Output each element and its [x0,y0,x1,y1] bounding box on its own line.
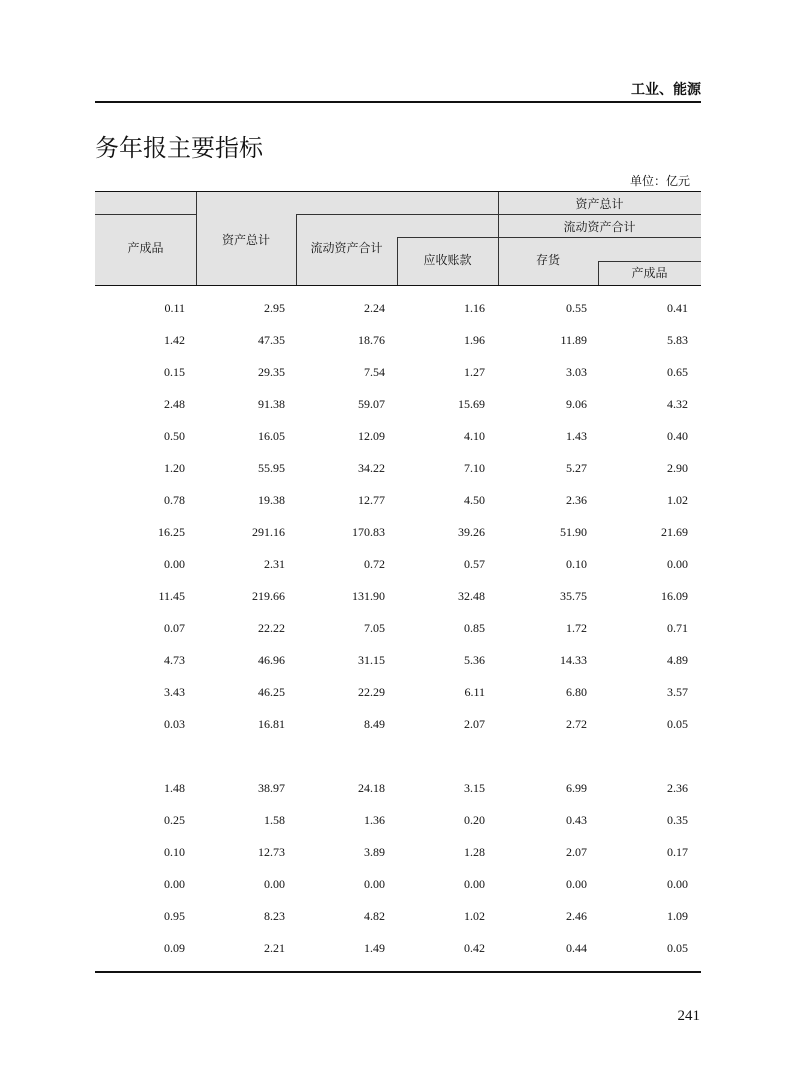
table-cell: 4.73 [164,653,185,667]
table-cell: 0.05 [667,717,688,731]
table-cell: 4.82 [364,909,385,923]
table-row [95,869,701,901]
table-cell: 0.50 [164,429,185,443]
table-cell: 2.21 [264,941,285,955]
table-row [95,517,701,549]
header-divider [598,261,701,262]
table-cell: 16.05 [258,429,285,443]
table-cell: 0.41 [667,301,688,315]
unit-label: 单位：亿元 [629,174,690,188]
table-cell: 6.11 [464,685,485,699]
table-cell: 91.38 [258,397,285,411]
table-cell: 2.95 [264,301,285,315]
table-cell: 2.72 [566,717,587,731]
table-cell: 3.03 [566,365,587,379]
table-cell: 0.43 [566,813,587,827]
header-divider [397,237,498,238]
page-number: 241 [677,1008,700,1024]
table-cell: 7.05 [364,621,385,635]
table-row [95,837,701,869]
table-cell: 0.03 [164,717,185,731]
table-cell: 2.07 [464,717,485,731]
table-cell: 22.29 [358,685,385,699]
table-cell: 19.38 [258,493,285,507]
table-cell: 1.49 [364,941,385,955]
header-divider [95,214,196,215]
table-cell: 0.09 [164,941,185,955]
table-cell: 8.49 [364,717,385,731]
table-cell: 5.27 [566,461,587,475]
table-cell: 2.24 [364,301,385,315]
table-cell: 35.75 [560,589,587,603]
table-cell: 32.48 [458,589,485,603]
table-cell: 0.10 [566,557,587,571]
table-cell: 31.15 [358,653,385,667]
table-row [95,357,701,389]
table-cell: 2.31 [264,557,285,571]
table-cell: 47.35 [258,333,285,347]
header-finished-goods: 产成品 [127,241,164,255]
table-cell: 1.96 [464,333,485,347]
table-cell: 0.00 [264,877,285,891]
header-inventory-finished-goods: 产成品 [631,266,668,280]
table-cell: 2.90 [667,461,688,475]
table-cell: 1.02 [464,909,485,923]
table-cell: 7.10 [464,461,485,475]
table-cell: 2.48 [164,397,185,411]
table-cell: 4.10 [464,429,485,443]
table-cell: 6.80 [566,685,587,699]
header-divider [498,214,701,215]
table-cell: 4.50 [464,493,485,507]
table-cell: 0.72 [364,557,385,571]
table-cell: 0.57 [464,557,485,571]
table-cell: 4.89 [667,653,688,667]
header-accounts-receivable: 应收账款 [423,253,472,267]
table-cell: 2.46 [566,909,587,923]
table-cell: 11.45 [158,589,185,603]
table-cell: 0.00 [164,877,185,891]
table-cell: 16.09 [661,589,688,603]
table-cell: 15.69 [458,397,485,411]
table-cell: 12.09 [358,429,385,443]
table-cell: 34.22 [358,461,385,475]
table-cell: 1.72 [566,621,587,635]
table-row [95,805,701,837]
table-row [95,613,701,645]
table-row [95,773,701,805]
table-cell: 1.42 [164,333,185,347]
table-cell: 9.06 [566,397,587,411]
section-header: 工业、能源 [631,82,701,98]
header-total-assets-group: 资产总计 [575,197,624,211]
table-cell: 5.36 [464,653,485,667]
header-inventory: 存货 [535,253,560,267]
table-cell: 0.00 [667,877,688,891]
table-row [95,901,701,933]
table-cell: 0.55 [566,301,587,315]
table-cell: 4.32 [667,397,688,411]
header-total-assets: 资产总计 [221,233,270,247]
table-cell: 3.89 [364,845,385,859]
table-header [95,191,701,286]
table-cell: 0.05 [667,941,688,955]
table-cell: 55.95 [258,461,285,475]
table-cell: 46.96 [258,653,285,667]
table-row [95,581,701,613]
table-cell: 24.18 [358,781,385,795]
table-cell: 3.57 [667,685,688,699]
table-cell: 1.20 [164,461,185,475]
table-row [95,677,701,709]
table-cell: 29.35 [258,365,285,379]
table-cell: 0.44 [566,941,587,955]
table-cell: 12.77 [358,493,385,507]
table-cell: 0.15 [164,365,185,379]
table-cell: 5.83 [667,333,688,347]
table-cell: 1.16 [464,301,485,315]
header-divider [498,237,701,238]
table-cell: 1.48 [164,781,185,795]
table-cell: 7.54 [364,365,385,379]
table-cell: 1.43 [566,429,587,443]
table-cell: 0.25 [164,813,185,827]
header-divider [296,214,498,215]
table-cell: 2.07 [566,845,587,859]
table-cell: 131.90 [352,589,385,603]
table-cell: 0.17 [667,845,688,859]
top-rule [95,101,701,103]
table-cell: 0.07 [164,621,185,635]
table-cell: 0.40 [667,429,688,443]
table-cell: 291.16 [252,525,285,539]
table-cell: 2.36 [667,781,688,795]
table-cell: 59.07 [358,397,385,411]
table-cell: 46.25 [258,685,285,699]
table-cell: 0.10 [164,845,185,859]
table-cell: 0.11 [164,301,185,315]
table-row [95,389,701,421]
table-cell: 0.95 [164,909,185,923]
header-current-assets-total: 流动资产合计 [310,241,383,255]
table-cell: 22.22 [258,621,285,635]
table-cell: 0.00 [566,877,587,891]
table-cell: 0.78 [164,493,185,507]
table-cell: 12.73 [258,845,285,859]
table-cell: 6.99 [566,781,587,795]
table-cell: 1.28 [464,845,485,859]
table-cell: 0.00 [364,877,385,891]
table-cell: 8.23 [264,909,285,923]
table-cell: 0.35 [667,813,688,827]
table-row [95,421,701,453]
table-cell: 16.25 [158,525,185,539]
table-cell: 0.20 [464,813,485,827]
table-cell: 51.90 [560,525,587,539]
header-current-assets-group: 流动资产合计 [563,220,636,234]
table-cell: 39.26 [458,525,485,539]
table-row [95,293,701,325]
table-cell: 3.43 [164,685,185,699]
table-cell: 16.81 [258,717,285,731]
table-cell: 0.65 [667,365,688,379]
table-cell: 0.00 [464,877,485,891]
table-cell: 0.42 [464,941,485,955]
table-row [95,709,701,741]
table-cell: 1.36 [364,813,385,827]
table-cell: 0.00 [667,557,688,571]
table-cell: 18.76 [358,333,385,347]
table-row [95,453,701,485]
table-cell: 14.33 [560,653,587,667]
table-cell: 1.27 [464,365,485,379]
table-cell: 0.71 [667,621,688,635]
table-row [95,325,701,357]
table-cell: 2.36 [566,493,587,507]
table-row [95,549,701,581]
table-cell: 170.83 [352,525,385,539]
page-title: 务年报主要指标 [95,134,263,162]
table-row [95,485,701,517]
table-cell: 219.66 [252,589,285,603]
table-row [95,645,701,677]
table-cell: 1.02 [667,493,688,507]
table-cell: 0.00 [164,557,185,571]
table-cell: 11.89 [560,333,587,347]
table-cell: 3.15 [464,781,485,795]
table-cell: 1.09 [667,909,688,923]
table-cell: 0.85 [464,621,485,635]
table-cell: 38.97 [258,781,285,795]
bottom-rule [95,971,701,973]
table-row [95,933,701,965]
table-cell: 21.69 [661,525,688,539]
table-cell: 1.58 [264,813,285,827]
